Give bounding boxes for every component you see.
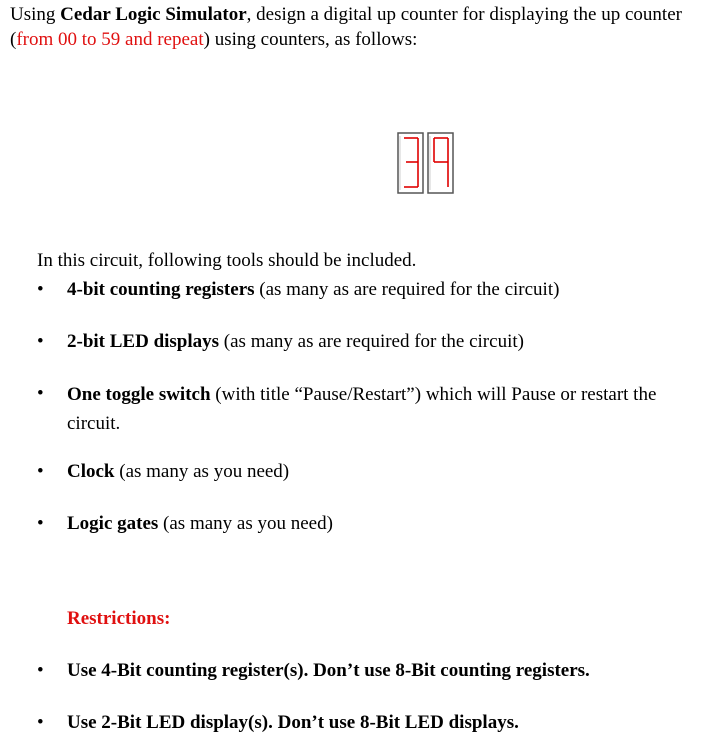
bullet-icon: • (37, 712, 44, 733)
intro-text-1: Using (10, 4, 61, 25)
digit-1-segments (404, 138, 418, 187)
tool-item-text (67, 380, 707, 438)
bullet-icon: • (37, 461, 44, 482)
restriction-item-text: Use 2-Bit LED display(s). Don’t use 8-Bit LED displays. (67, 712, 519, 733)
tool-item-detail: (as many as are required for the circuit) (219, 331, 524, 352)
tool-item-name: Logic gates (67, 513, 159, 534)
tool-item-name: One toggle switch (67, 384, 211, 405)
tool-item-detail: (as many as you need) (114, 461, 290, 482)
counter-range: from 00 to 59 and repeat (16, 29, 204, 50)
app-name: Cedar Logic Simulator (60, 4, 247, 25)
tool-item-text (67, 328, 707, 356)
bullet-icon: • (37, 660, 44, 681)
seven-segment-display (397, 132, 455, 199)
tools-heading: In this circuit, following tools should be included. (37, 250, 417, 271)
bullet-icon: • (37, 383, 44, 404)
tool-item-name: Clock (67, 461, 115, 482)
intro-text-3: ) using counters, as follows: (203, 29, 418, 50)
bullet-icon: • (37, 279, 44, 300)
tool-item-name: 2-bit LED displays (67, 331, 220, 352)
tool-item-detail: (as many as are required for the circuit) (254, 279, 560, 300)
tool-item-detail: (as many as you need) (158, 513, 333, 534)
tool-item-text (67, 458, 707, 486)
seven-segment-display-graphic (397, 132, 455, 194)
digit-2-frame (428, 133, 453, 193)
bullet-icon: • (37, 513, 44, 534)
intro-text-2: , design a digital up counter for displaying the up counter ( (10, 4, 682, 50)
tool-item-text (67, 510, 707, 538)
restriction-item-text: Use 4-Bit counting register(s). Don’t use 8-Bit counting registers. (67, 660, 590, 681)
intro-paragraph (10, 2, 710, 52)
tool-item-detail: (with title “Pause/Restart”) which will Pause or restart the circuit. (67, 384, 657, 434)
bullet-icon: • (37, 331, 44, 352)
tool-item-name: 4-bit counting registers (67, 279, 255, 300)
restrictions-title: Restrictions: (67, 608, 171, 629)
digit-1-frame (398, 133, 423, 193)
digit-2-segments (434, 138, 448, 187)
tool-item-text (67, 276, 707, 304)
